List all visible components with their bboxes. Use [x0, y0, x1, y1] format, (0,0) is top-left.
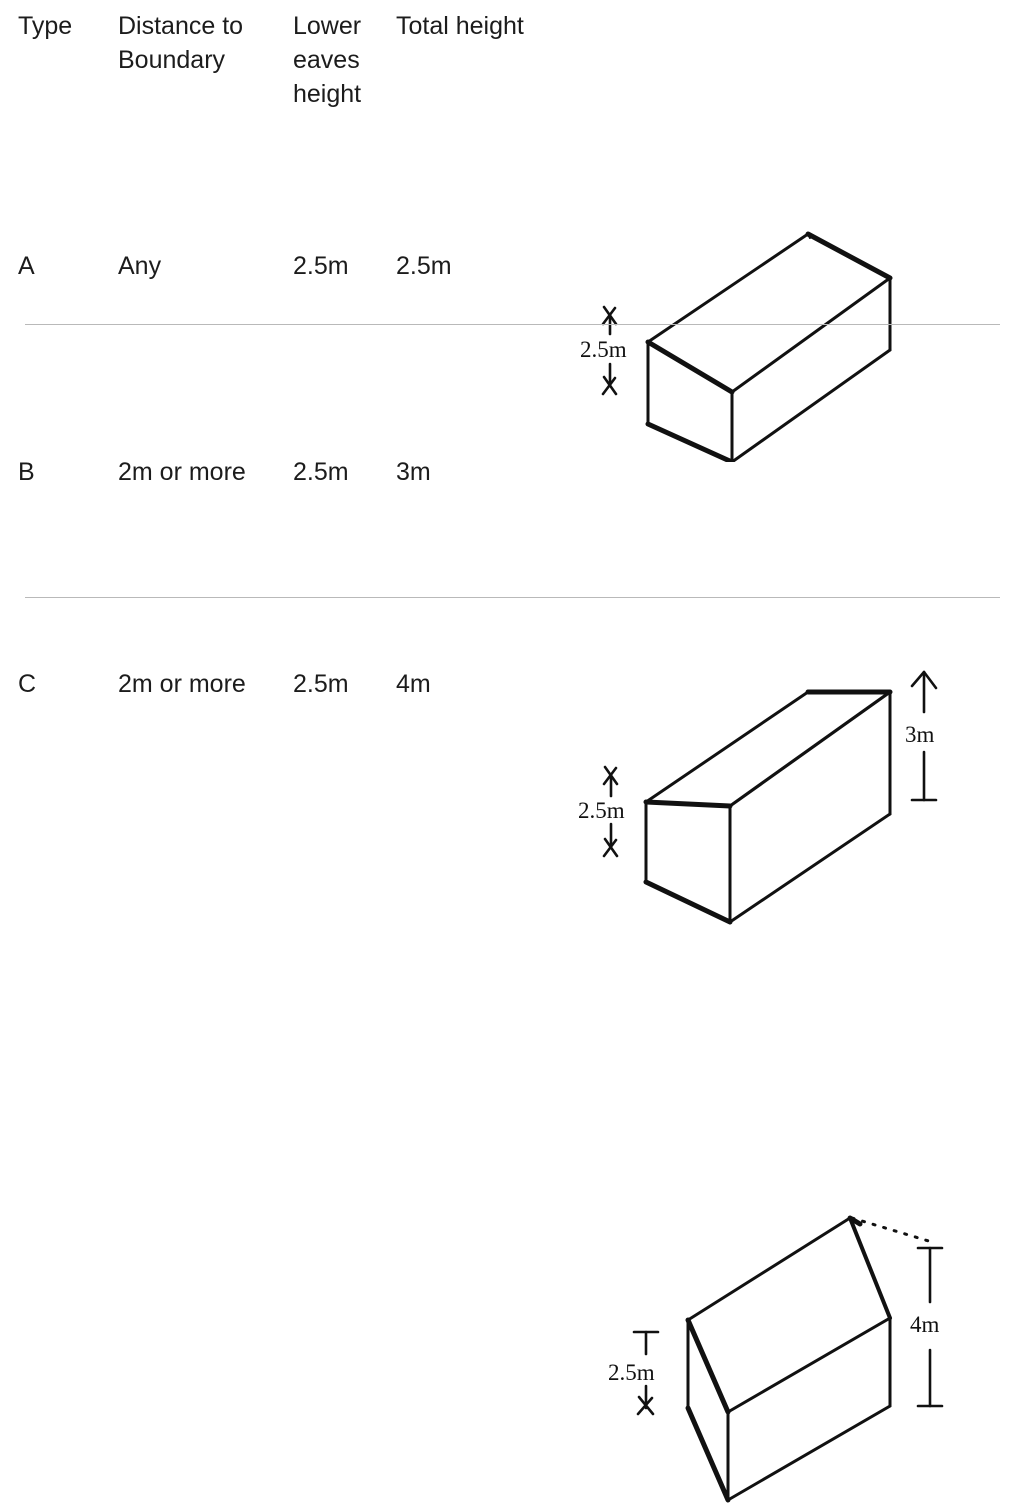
- cell-type: C: [18, 670, 37, 698]
- table-row: [0, 132, 1024, 362]
- row-divider: [25, 324, 1000, 325]
- cell-distance: 2m or more: [118, 670, 246, 698]
- cell-total-height: 4m: [396, 670, 431, 698]
- cell-lower-eaves: 2.5m: [293, 252, 349, 280]
- cell-total-height: 2.5m: [396, 252, 452, 280]
- pitched-high-outbuilding-sketch: [560, 1190, 1000, 1510]
- cell-distance: 2m or more: [118, 458, 246, 486]
- cell-type: B: [18, 458, 35, 486]
- dimension-label: 3m: [905, 722, 935, 747]
- column-header-lower-eaves: Lower eaves height: [293, 12, 362, 108]
- dimension-label: 4m: [910, 1312, 940, 1337]
- cell-distance: Any: [118, 252, 162, 280]
- cell-lower-eaves: 2.5m: [293, 458, 349, 486]
- column-header-distance: Distance to Boundary: [118, 12, 244, 74]
- cell-total-height: 3m: [396, 458, 431, 486]
- table-header: [18, 10, 578, 130]
- column-header-type: Type: [18, 12, 73, 40]
- column-header-total-height: Total height: [396, 12, 524, 40]
- row-divider: [25, 597, 1000, 598]
- cell-type: A: [18, 252, 35, 280]
- dimension-label: 2.5m: [580, 337, 627, 362]
- cell-lower-eaves: 2.5m: [293, 670, 349, 698]
- dimension-label: 2.5m: [608, 1360, 655, 1385]
- dimension-label: 2.5m: [578, 798, 625, 823]
- table-row: [0, 600, 1024, 1385]
